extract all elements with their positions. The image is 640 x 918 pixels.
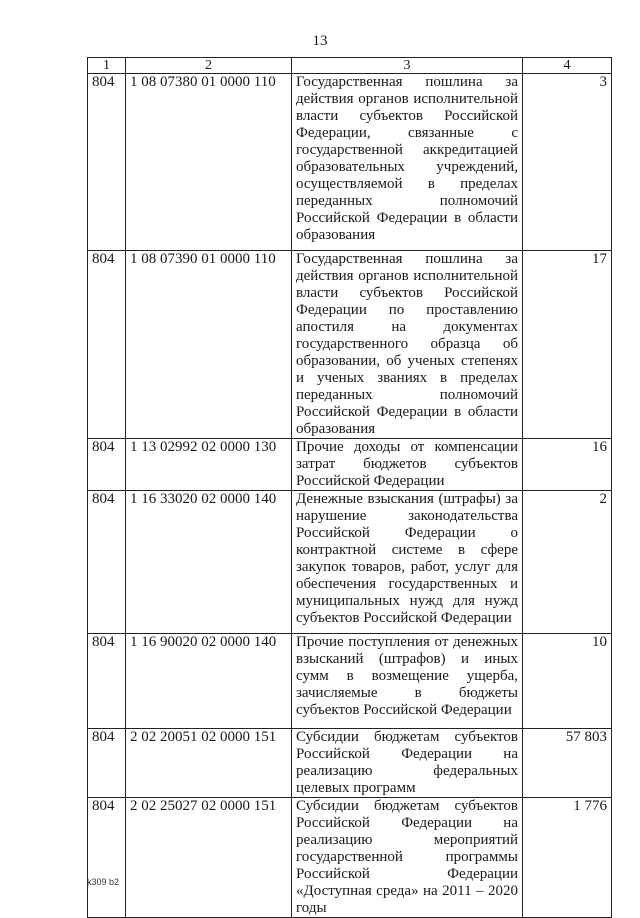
- budget-code-cell: 1 13 02992 02 0000 130: [126, 439, 292, 491]
- amount-cell: 16: [523, 439, 612, 491]
- amount-cell: 2: [523, 491, 612, 634]
- revenue-table: [87, 57, 612, 918]
- table-row: [88, 729, 612, 798]
- budget-code-cell: 1 16 90020 02 0000 140: [126, 634, 292, 729]
- description-cell: Государственная пошлина за действия органов исполнительной власти субъектов Российской Федерации по проставлению апостиля на документах государственного образца об образовании, об ученых степенях и ученых званиях в пределах переданных полномочий Российской Федерации в области образования: [292, 251, 523, 439]
- table-row: [88, 251, 612, 439]
- amount-cell: 1 776: [523, 798, 612, 918]
- admin-code-cell: 804: [88, 634, 126, 729]
- description-cell: Субсидии бюджетам субъектов Российской Федерации на реализацию федеральных целевых программ: [292, 729, 523, 798]
- admin-code-cell: 804: [88, 74, 126, 251]
- budget-code-cell: 2 02 25027 02 0000 151: [126, 798, 292, 918]
- document-footer-code: k309 b2: [87, 877, 120, 887]
- amount-cell: 57 803: [523, 729, 612, 798]
- admin-code-cell: 804: [88, 798, 126, 918]
- table-row: [88, 634, 612, 729]
- admin-code-cell: 804: [88, 251, 126, 439]
- table-row: [88, 74, 612, 251]
- column-header-3: 3: [292, 58, 523, 74]
- description-cell: Прочие поступления от денежных взысканий (штрафов) и иных сумм в возмещение ущерба, зачисляемые в бюджеты субъектов Российской Федерации: [292, 634, 523, 729]
- admin-code-cell: 804: [88, 729, 126, 798]
- description-cell: Субсидии бюджетам субъектов Российской Федерации на реализацию мероприятий государственной программы Российской Федерации «Доступная среда» на 2011 – 2020 годы: [292, 798, 523, 918]
- budget-code-cell: 1 16 33020 02 0000 140: [126, 491, 292, 634]
- amount-cell: 17: [523, 251, 612, 439]
- admin-code-cell: 804: [88, 491, 126, 634]
- table-header-row: [88, 58, 612, 74]
- page-number: 13: [312, 33, 328, 49]
- table-row: [88, 439, 612, 491]
- column-header-2: 2: [126, 58, 292, 74]
- admin-code-cell: 804: [88, 439, 126, 491]
- table-row: [88, 798, 612, 918]
- column-header-1: 1: [88, 58, 126, 74]
- amount-cell: 3: [523, 74, 612, 251]
- budget-code-cell: 1 08 07380 01 0000 110: [126, 74, 292, 251]
- description-cell: Государственная пошлина за действия органов исполнительной власти субъектов Российской Федерации, связанные с государственной аккредитацией образовательных учреждений, осуществляемой в пределах переданных полномочий Российской Федерации в области образования: [292, 74, 523, 251]
- column-header-4: 4: [523, 58, 612, 74]
- table-row: [88, 491, 612, 634]
- description-cell: Денежные взыскания (штрафы) за нарушение законодательства Российской Федерации о контрактной системе в сфере закупок товаров, работ, услуг для обеспечения государственных и муниципальных нужд для нужд субъектов Российской Федерации: [292, 491, 523, 634]
- description-cell: Прочие доходы от компенсации затрат бюджетов субъектов Российской Федерации: [292, 439, 523, 491]
- budget-code-cell: 2 02 20051 02 0000 151: [126, 729, 292, 798]
- budget-code-cell: 1 08 07390 01 0000 110: [126, 251, 292, 439]
- amount-cell: 10: [523, 634, 612, 729]
